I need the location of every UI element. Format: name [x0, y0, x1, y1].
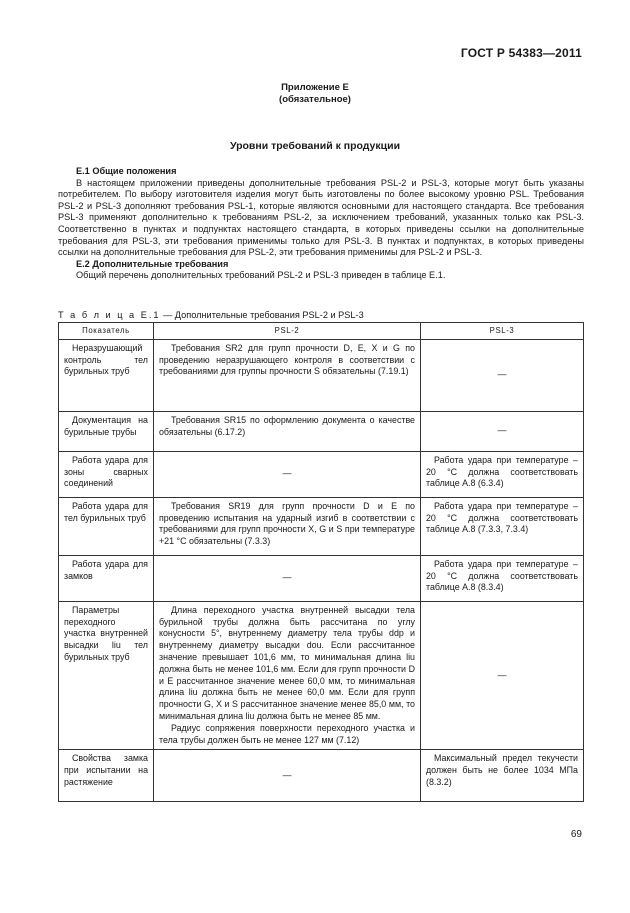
psl2-cell: Требования SR2 для групп прочности D, Е, X и G по проведению неразрушающего контроля в соответствии с требованиями для группы прочности S обязательны (7.19.1)	[154, 339, 421, 411]
table-row	[59, 555, 584, 601]
header-psl2: PSL-2	[154, 323, 421, 340]
psl2-cell: —	[154, 555, 421, 601]
e2-paragraph: Общий перечень дополнительных требований PSL-2 и PSL-3 приведен в таблице Е.1.	[76, 270, 446, 281]
psl3-cell: —	[421, 601, 584, 750]
e1-paragraph: В настоящем приложении приведены дополнительные требования PSL-2 и PSL-3, которые могут быть указаны потребителем. По выбору изготовителя изделия могут быть изготовлены по более высокому уровню PSL. Требования PSL-2 и PSL-3 дополняют требования PSL-1, которые являются основными для настоящего стандарта. Все требования PSL-3 применяют дополнительно к требованиям PSL-2, за исключением требований, указанных только как PSL-3. Соответственно в пунктах и подпунктах настоящего стандарта, в которых приведены ссылки на дополнительные требования для PSL-3, эти требования применимы только для PSL-3. В пунктах и подпунктах, в которых приведены ссылки на дополнительные требования для PSL-2, эти требования применимы для PSL-2 и PSL-3.	[58, 177, 584, 258]
table-caption	[58, 310, 364, 320]
psl2-cell	[154, 601, 421, 750]
annex-status: (обязательное)	[279, 94, 351, 105]
body-text	[58, 166, 584, 282]
table-caption-text: — Дополнительные требования PSL-2 и PSL-3	[160, 310, 364, 320]
e1-heading: Е.1 Общие положения	[76, 166, 177, 176]
table-row	[59, 339, 584, 411]
header-indicator: Показатель	[59, 323, 154, 340]
annex-title: Приложение Е	[281, 82, 349, 93]
indicator-cell: Параметры переходного участка внутренней высадки liu тел бурильных труб	[59, 601, 154, 750]
indicator-cell: Неразрушающий контроль тел бурильных труб	[59, 339, 154, 411]
psl2-cell: Требования SR15 по оформлению документа о качестве обязательны (6.17.2)	[154, 411, 421, 451]
table-header-row	[59, 323, 584, 340]
indicator-cell: Работа удара для зоны сварных соединений	[59, 451, 154, 497]
table-caption-label: Т а б л и ц а Е.1	[58, 310, 161, 320]
header-psl3: PSL-3	[421, 323, 584, 340]
table-row	[59, 750, 584, 802]
psl2-cell: —	[154, 451, 421, 497]
psl2-cell: —	[154, 750, 421, 802]
psl3-cell: Работа удара при температуре –20 °С должна соответствовать таблице А.8 (7.3.3, 7.3.4)	[421, 497, 584, 555]
standard-designation: ГОСТ Р 54383—2011	[460, 46, 582, 60]
page-number: 69	[570, 829, 582, 840]
annex-heading	[0, 82, 630, 106]
indicator-cell: Свойства замка при испытании на растяжение	[59, 750, 154, 802]
section-title: Уровни требований к продукции	[229, 140, 401, 152]
e2-heading: Е.2 Дополнительные требования	[76, 258, 229, 269]
psl2-cell: Требования SR19 для групп прочности D и Е по проведению испытания на ударный изгиб в соответствии с требованиями для групп прочности X, G и S при температуре +21 °С обязательны (7.3.3)	[154, 497, 421, 555]
table-row	[59, 451, 584, 497]
psl3-cell: Работа удара при температуре –20 °С должна соответствовать таблице А.8 (6.3.4)	[421, 451, 584, 497]
indicator-cell: Работа удара для замков	[59, 555, 154, 601]
psl2-paragraph: Длина переходного участка внутренней высадки тела бурильной трубы должна быть рассчитана по углу конусности 5°, внутреннему диаметру тела трубы ddp и внутреннему диаметру высадки dou. Если рассчитанное значение превышает 101,6 мм, то минимальная длина liu должна быть не менее 101,6 мм. Если для групп прочности D и Е рассчитанное значение менее 60,0 мм, то минимальная длина liu должна быть не менее 60,0 мм. Если для групп прочности G, X и S рассчитанное значение менее 85,0 мм, то минимальная длина liu должна быть не менее 85 мм.	[159, 604, 415, 721]
psl3-cell: —	[421, 411, 584, 451]
table-row	[59, 411, 584, 451]
requirements-table	[58, 322, 584, 802]
psl3-cell: Максимальный предел текучести должен быть не более 1034 МПа (8.3.2)	[421, 750, 584, 802]
table-row	[59, 601, 584, 750]
psl3-cell: —	[421, 339, 584, 411]
indicator-cell: Работа удара для тел бурильных труб	[59, 497, 154, 555]
table-row	[59, 497, 584, 555]
psl2-paragraph: Радиус сопряжения поверхности переходного участка и тела трубы должен быть не менее 127 мм (7.12)	[159, 722, 415, 745]
psl3-cell: Работа удара при температуре –20 °С должна соответствовать таблице А.8 (8.3.4)	[421, 555, 584, 601]
indicator-cell: Документация на бурильные трубы	[59, 411, 154, 451]
